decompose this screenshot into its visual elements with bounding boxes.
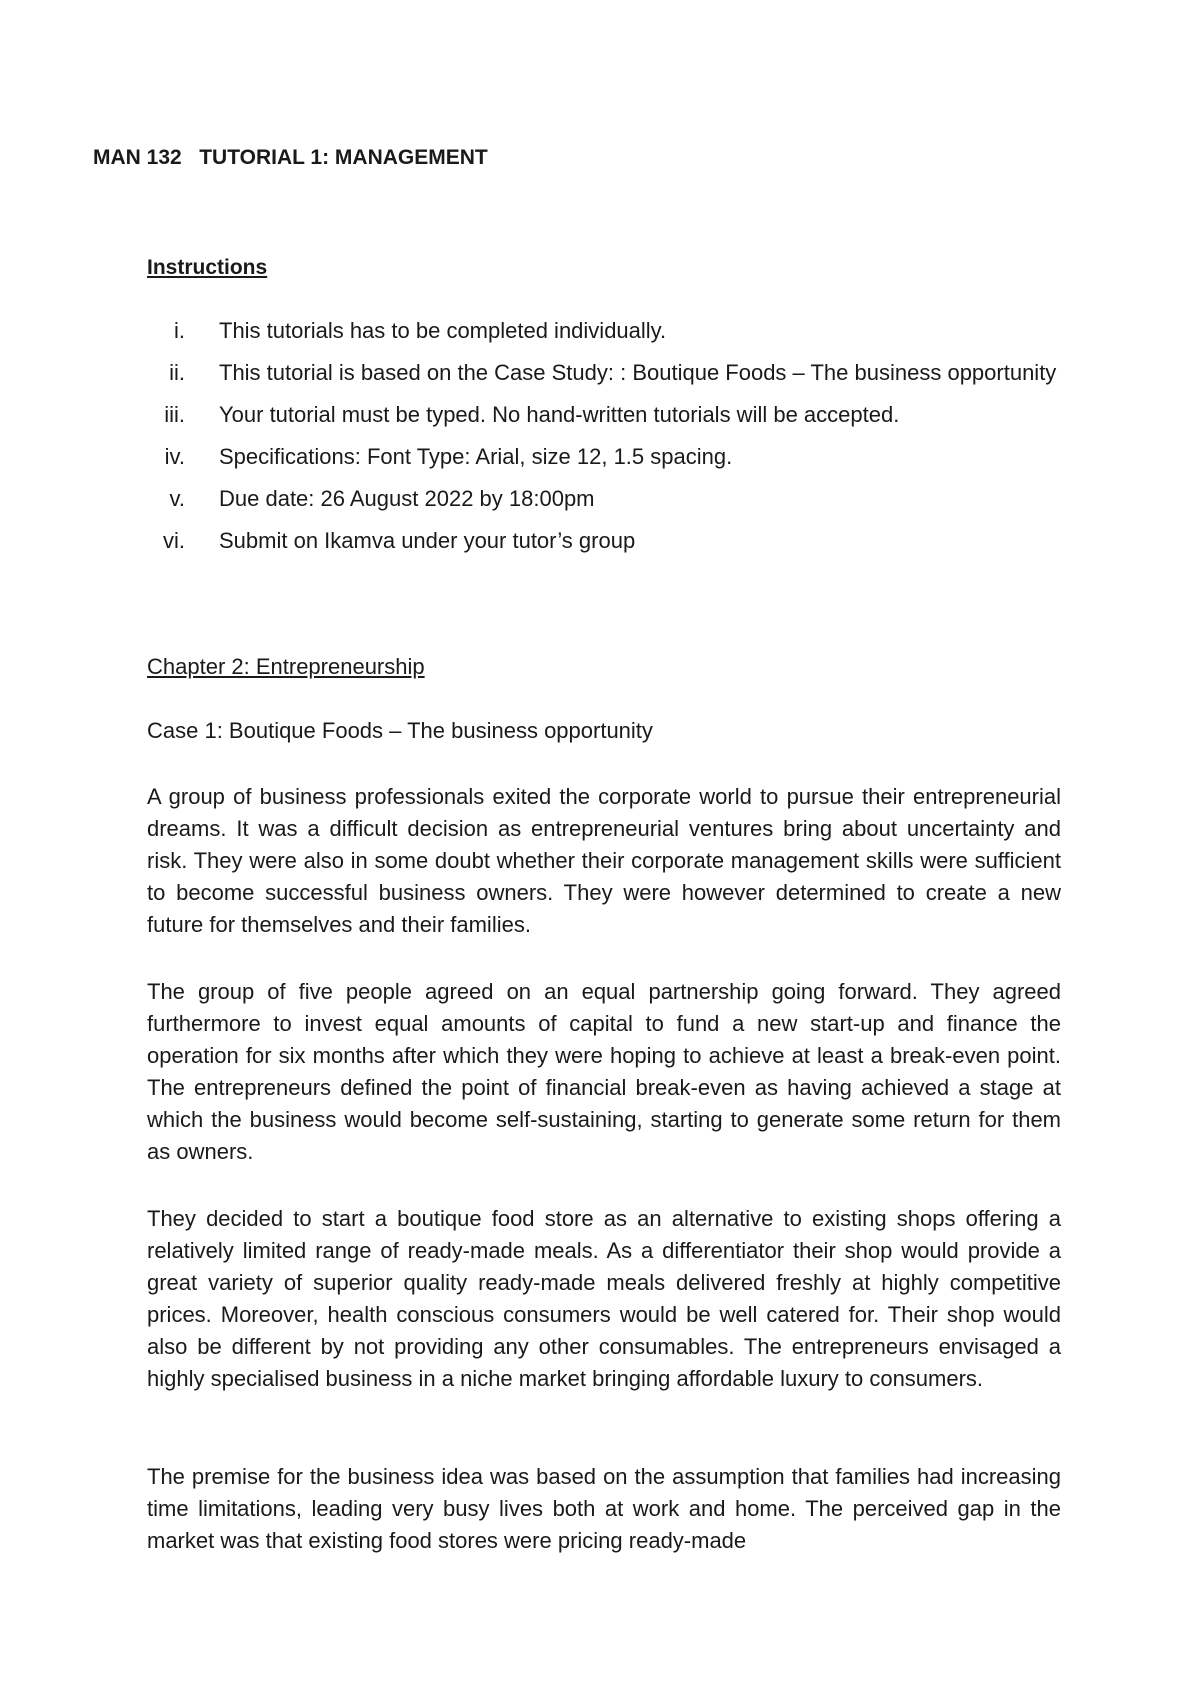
case-title: Case 1: Boutique Foods – The business opportunity [147,718,653,743]
document-title: MAN 132 TUTORIAL 1: MANAGEMENT [93,146,488,169]
instruction-text: Due date: 26 August 2022 by 18:00pm [219,486,595,511]
instruction-number: vi. [163,528,185,553]
instruction-item [147,310,1061,352]
instruction-text: Specifications: Font Type: Arial, size 12, 1.5 spacing. [219,444,733,469]
body-paragraph: The premise for the business idea was based on the assumption that families had increasing time limitations, leading very busy lives both at work and home. The perceived gap in the market was that existing food stores were pricing ready-made [147,1464,1061,1553]
body-paragraph: They decided to start a boutique food store as an alternative to existing shops offering a relatively limited range of ready-made meals. As a differentiator their shop would provide a great variety of superior quality ready-made meals delivered freshly at highly competitive prices. Moreover, health conscious consumers would be well catered for. Their shop would also be different by not providing any other consumables. The entrepreneurs envisaged a highly specialised business in a niche market bringing affordable luxury to consumers. [147,1206,1061,1391]
instructions-heading: Instructions [147,256,268,279]
instruction-number: i. [174,318,185,343]
instruction-item [147,394,1061,436]
instruction-number: ii. [169,360,185,385]
chapter-heading: Chapter 2: Entrepreneurship [147,654,425,679]
instruction-item [147,520,1061,562]
instruction-text: This tutorials has to be completed individually. [219,318,667,343]
instructions-list [147,310,1061,562]
instruction-number: v. [169,486,185,511]
instruction-number: iii. [164,402,185,427]
instruction-text: Submit on Ikamva under your tutor’s group [219,528,636,553]
instruction-item [147,436,1061,478]
body-paragraph: The group of five people agreed on an equal partnership going forward. They agreed furthermore to invest equal amounts of capital to fund a new start-up and finance the operation for six months after which they were hoping to achieve at least a break-even point. The entrepreneurs defined the point of financial break-even as having achieved a stage at which the business would become self-sustaining, starting to generate some return for them as owners. [147,979,1061,1164]
instruction-item [147,352,1061,394]
instruction-number: iv. [164,444,185,469]
instruction-text: This tutorial is based on the Case Study: : Boutique Foods – The business opportunity [219,360,1057,385]
instruction-item [147,478,1061,520]
instruction-text: Your tutorial must be typed. No hand-written tutorials will be accepted. [219,402,900,427]
body-paragraph: A group of business professionals exited the corporate world to pursue their entrepreneurial dreams. It was a difficult decision as entrepreneurial ventures bring about uncertainty and risk. They were also in some doubt whether their corporate management skills were sufficient to become successful business owners. They were however determined to create a new future for themselves and their families. [147,784,1061,937]
